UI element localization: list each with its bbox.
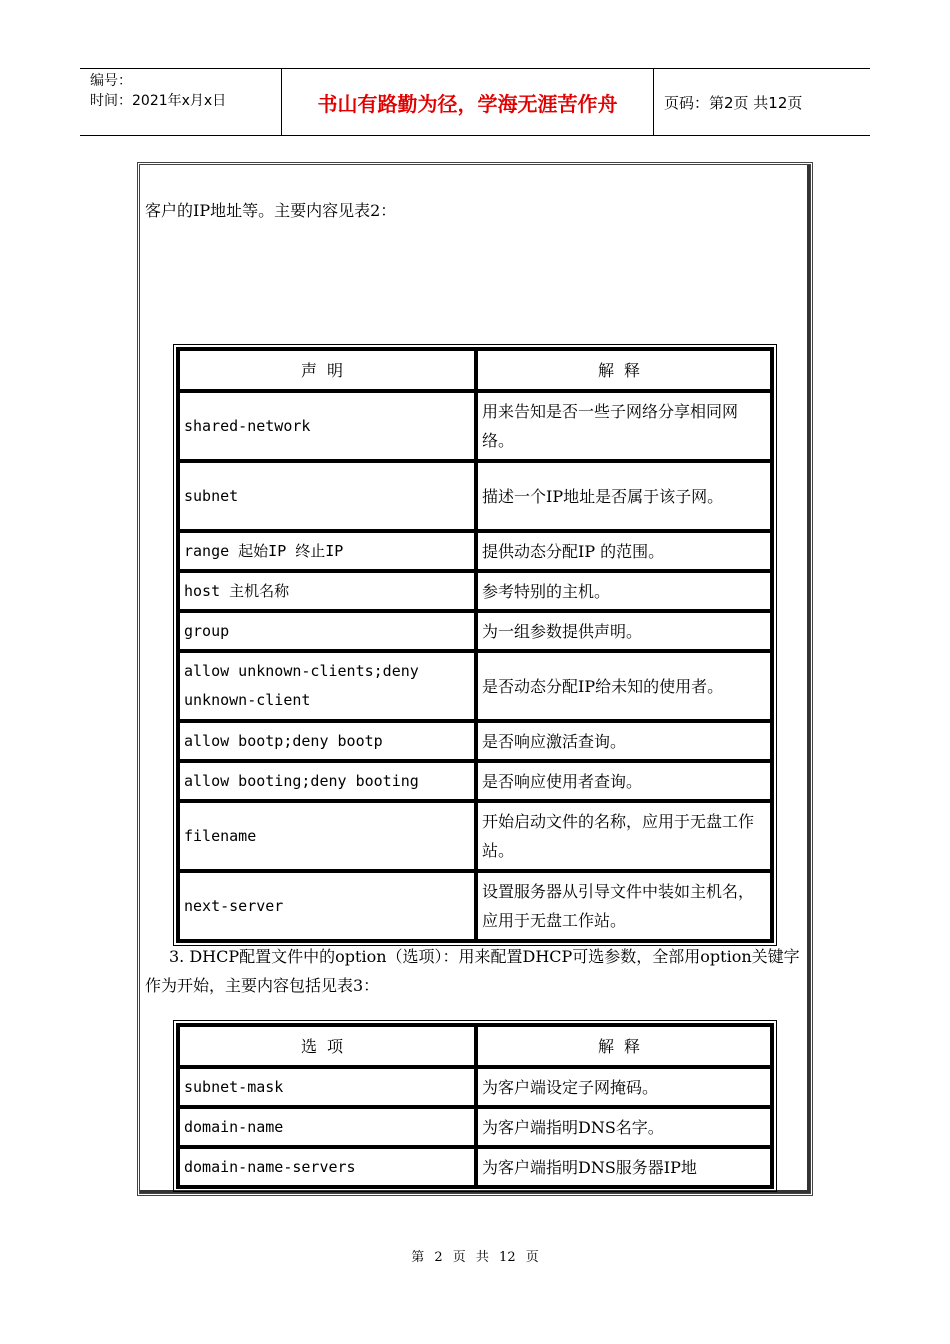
table-header-cell: 选项: [178, 1025, 476, 1067]
table-row: [178, 761, 772, 801]
desc-cell: 为一组参数提供声明。: [476, 611, 772, 651]
desc-cell: 参考特别的主机。: [476, 571, 772, 611]
table-row: [178, 461, 772, 531]
page-header: [80, 68, 870, 136]
desc-cell: 为客户端指明DNS名字。: [476, 1107, 772, 1147]
desc-cell: 用来告知是否一些子网络分享相同网络。: [476, 391, 772, 461]
decl-cell: next-server: [178, 871, 476, 941]
table-row: [178, 651, 772, 721]
decl-cell: allow unknown-clients;deny unknown-client: [178, 651, 476, 721]
table-row: [178, 1107, 772, 1147]
table-row: [178, 721, 772, 761]
decl-cell: allow bootp;deny bootp: [178, 721, 476, 761]
desc-cell: 开始启动文件的名称，应用于无盘工作站。: [476, 801, 772, 871]
table-row: [178, 871, 772, 941]
paragraph-3: 3. DHCP配置文件中的option（选项）：用来配置DHCP可选参数，全部用option关键字作为开始，主要内容包括见表3：: [145, 947, 800, 995]
table-header-cell: 解释: [476, 349, 772, 391]
desc-cell: 设置服务器从引导文件中装如主机名，应用于无盘工作站。: [476, 871, 772, 941]
table-row: [178, 611, 772, 651]
desc-cell: 是否动态分配IP给未知的使用者。: [476, 651, 772, 721]
page-footer: 第 2 页 共 12 页: [411, 1250, 539, 1265]
table-header-row: [178, 1025, 772, 1067]
decl-cell: allow booting;deny booting: [178, 761, 476, 801]
option-cell: domain-name: [178, 1107, 476, 1147]
decl-cell: filename: [178, 801, 476, 871]
desc-cell: 为客户端设定子网掩码。: [476, 1067, 772, 1107]
table-row: [178, 1147, 772, 1187]
table-row: [178, 571, 772, 611]
table-3: [176, 1023, 774, 1189]
decl-cell: range 起始IP 终止IP: [178, 531, 476, 571]
desc-cell: 是否响应激活查询。: [476, 721, 772, 761]
decl-cell: shared-network: [178, 391, 476, 461]
decl-cell: host 主机名称: [178, 571, 476, 611]
table-row: [178, 801, 772, 871]
header-meta: [80, 69, 282, 135]
decl-cell: subnet: [178, 461, 476, 531]
table-header-cell: 声明: [178, 349, 476, 391]
table-row: [178, 1067, 772, 1107]
desc-cell: 提供动态分配IP 的范围。: [476, 531, 772, 571]
desc-cell: 为客户端指明DNS服务器IP地: [476, 1147, 772, 1187]
header-motto: 书山有路勤为径，学海无涯苦作舟: [282, 69, 654, 135]
number-label: 编号：: [90, 73, 132, 89]
desc-cell: 是否响应使用者查询。: [476, 761, 772, 801]
table-row: [178, 531, 772, 571]
table-row: [178, 391, 772, 461]
intro-text: 客户的IP地址等。主要内容见表2：: [145, 201, 397, 220]
date-label: 时间：2021年x月x日: [90, 93, 227, 109]
table-header-row: [178, 349, 772, 391]
table-header-cell: 解释: [476, 1025, 772, 1067]
decl-cell: group: [178, 611, 476, 651]
option-cell: subnet-mask: [178, 1067, 476, 1107]
table-2: [176, 347, 774, 943]
desc-cell: 描述一个IP地址是否属于该子网。: [476, 461, 772, 531]
header-page-info: 页码：第2页 共12页: [664, 93, 803, 112]
option-cell: domain-name-servers: [178, 1147, 476, 1187]
